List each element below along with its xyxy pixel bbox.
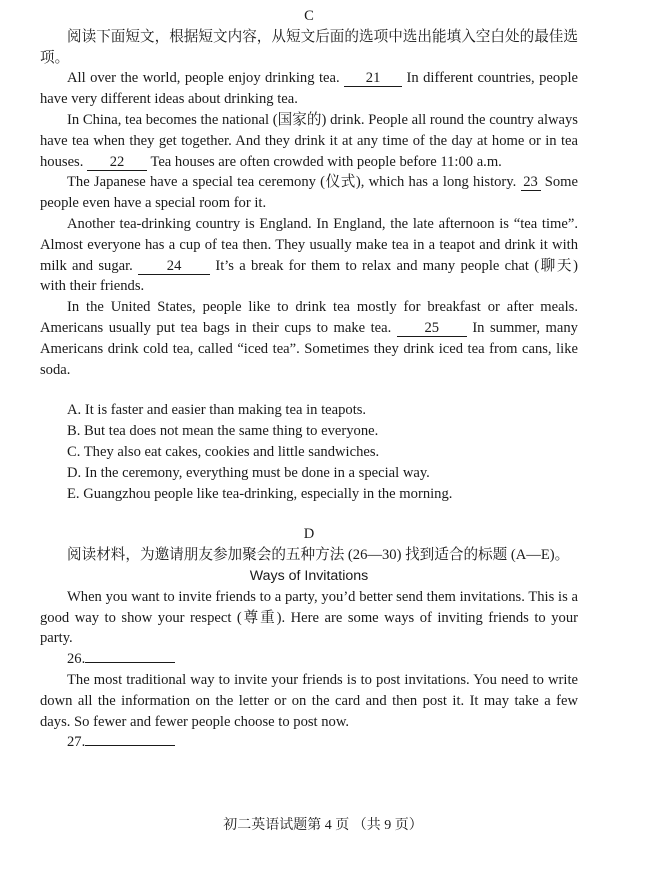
question-number: 27.	[67, 734, 86, 751]
section-d-letter: D	[303, 526, 315, 543]
blank-23[interactable]: 23	[521, 174, 541, 191]
option-e: E. Guangzhou people like tea-drinking, especially in the morning.	[67, 485, 453, 502]
section-c-instruction: 阅读下面短文，根据短文内容，从短文后面的选项中选出能填入空白处的最佳选项。	[40, 28, 578, 66]
blank-22[interactable]: 22	[87, 154, 147, 171]
paragraph-text: In summer, many Americans drink cold tea, called “iced tea”. Sometimes they drink iced tea from cans, like soda.	[40, 319, 578, 378]
question-26	[40, 649, 578, 670]
question-27	[40, 732, 578, 753]
paragraph-text: In different countries, people have very different ideas about drinking tea.	[40, 70, 579, 108]
paragraph-text: Tea houses are often crowded with people before 11:00 a.m.	[150, 153, 502, 170]
section-c-letter: C	[304, 8, 314, 24]
option-d: D. In the ceremony, everything must be done in a special way.	[67, 464, 430, 481]
paragraph-text: All over the world, people enjoy drinking tea.	[67, 70, 340, 87]
paragraph-text: Some people even have a special room for it.	[40, 174, 578, 212]
blank-25[interactable]: 25	[397, 320, 467, 337]
answer-blank-27[interactable]	[85, 745, 175, 746]
passage-d-title: Ways of Invitations	[249, 567, 369, 584]
passage-d-paragraph-2: The most traditional way to invite your friends is to post invitations. You need to write down all the information on the letter or on the card and then post it. It may take a few days. So fewer and fewer people choose to post now.	[40, 671, 578, 730]
page-footer: 初二英语试题第 4 页 （共 9 页）	[223, 818, 423, 833]
answer-blank-26[interactable]	[85, 662, 175, 663]
option-c: C. They also eat cakes, cookies and little sandwiches.	[67, 443, 380, 460]
answer-options	[40, 400, 578, 504]
section-gap	[40, 504, 578, 524]
passage-c-paragraph-2	[40, 110, 578, 172]
section-d-instruction: 阅读材料，为邀请朋友参加聚会的五种方法 (26—30) 找到适合的标题 (A—E)。	[67, 547, 570, 564]
blank-21[interactable]: 21	[344, 70, 402, 87]
paragraph-text: In China, tea becomes the national (国家的) drink. People all round the country always have tea when they get together. And they drink it at any time of the day at home or in tea houses.	[40, 111, 578, 170]
question-number: 26.	[67, 651, 86, 668]
option-b: B. But tea does not mean the same thing to everyone.	[67, 423, 379, 440]
passage-c-paragraph-1	[40, 68, 578, 110]
option-a: A. It is faster and easier than making tea in teapots.	[67, 402, 367, 419]
paragraph-text: Another tea-drinking country is England. In England, the late afternoon is “tea time”. Almost everyone has a cup of tea then. They usually make tea in a teapot and drink it with milk and sugar.	[40, 215, 578, 274]
paragraph-text: The Japanese have a special tea ceremony (仪式), which has a long history.	[67, 174, 517, 191]
paragraph-text: It’s a break for them to relax and many people chat (聊天) with their friends.	[40, 257, 578, 295]
passage-c-paragraph-5	[40, 297, 578, 380]
passage-c-paragraph-4	[40, 214, 578, 297]
passage-c-paragraph-3	[40, 172, 578, 214]
blank-24[interactable]: 24	[138, 258, 210, 275]
exam-page	[40, 6, 578, 753]
passage-d-paragraph-1: When you want to invite friends to a party, you’d better send them invitations. This is a good way to show your respect (尊重). Here are some ways of inviting friends to your party.	[40, 588, 578, 647]
paragraph-text: In the United States, people like to drink tea mostly for breakfast or after meals. Americans usually put tea bags in their cups to make tea.	[40, 299, 578, 336]
